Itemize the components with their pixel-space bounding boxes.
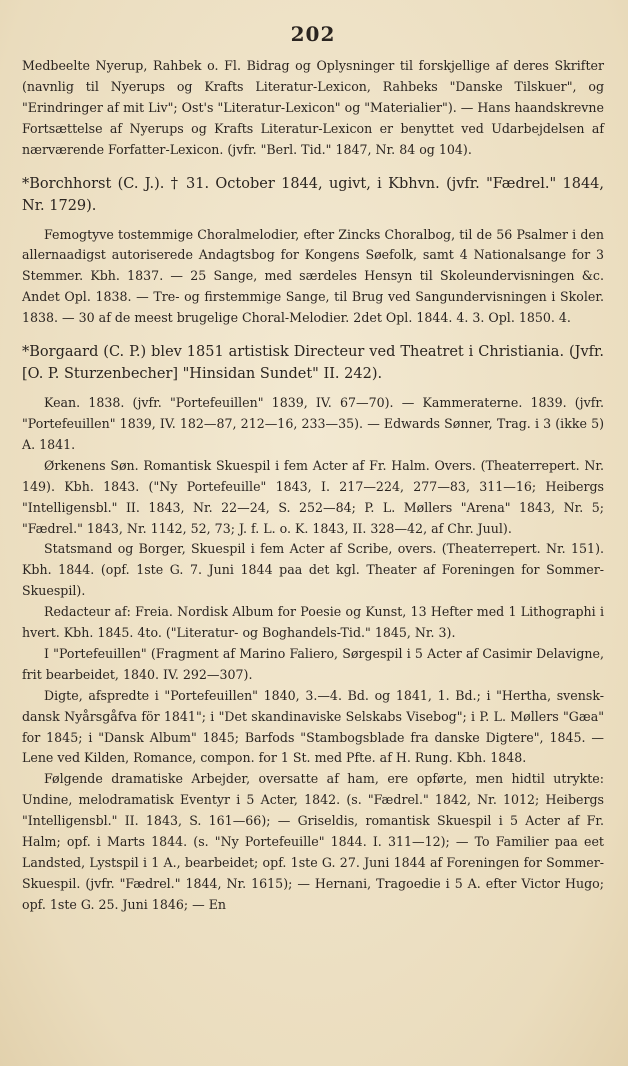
borgaard-entry: Digte, afspredte i "Portefeuillen" 1840, 3.—4. Bd. og 1841, 1. Bd.; i "Hertha, svensk-dansk Nyårsgåfva för 1841"; i "Det skandinaviske Selskabs Visebog"; i P. L. Møllers "Gæa" for 1845; i "Dansk Album" 1845; Barfods "Stambogsblade fra danske Digtere", 1845. — Lene ved Kilden, Romance, compon. for 1 St. med Pfte. af H. Rung. Kbh. 1848. <box>22 687 604 766</box>
spacer <box>22 329 604 341</box>
borchhorst-body: Femogtyve tostemmige Choralmelodier, efter Zincks Choralbog, til de 56 Psalmer i den allernaadigst autoriserede Andagtsbog for Kongens Søefolk, samt 4 Nationalsange for 3 Stemmer. Kbh. 1837. — 25 Sange, med særdeles Hensyn til Skoleundervisningen &c. Andet Opl. 1838. — Tre- og firstemmige Sange, til Brug ved Sangundervisningen i Skoler. 1838. — 30 af de meest brugelige Choral-Melodier. 2det Opl. 1844. 4. 3. Opl. 1850. 4. <box>22 226 604 326</box>
borgaard-entry: I "Portefeuillen" (Fragment af Marino Faliero, Sørgespil i 5 Acter af Casimir Delavigne, frit bearbeidet, 1840. IV. 292—307). <box>22 645 604 682</box>
borgaard-heading: *Borgaard (C. P.) blev 1851 artistisk Directeur ved Theatret i Christiania. (Jvfr. [O. P. Sturzenbecher] "Hinsidan Sundet" II. 242). <box>22 344 604 383</box>
borchhorst-heading: *Borchhorst (C. J.). † 31. October 1844, ugivt, i Kbhvn. (jvfr. "Fædrel." 1844, Nr. 1729). <box>22 175 604 214</box>
spacer <box>22 217 604 225</box>
spacer <box>22 385 604 393</box>
borgaard-entry: Redacteur af: Freia. Nordisk Album for Poesie og Kunst, 13 Hefter med 1 Lithographi i hvert. Kbh. 1845. 4to. ("Literatur- og Boghandels-Tid." 1845, Nr. 3). <box>22 604 604 641</box>
borgaard-entry: Følgende dramatiske Arbejder, oversatte af ham, ere opførte, men hidtil utrykte: Undine, melodramatisk Eventyr i 5 Acter, 1842. (s. "Fædrel." 1842, Nr. 1012; Heibergs "Intelligensbl." II. 1843, S. 161—66); — Griseldis, romantisk Skuespil i 5 Acter af Fr. Halm; opf. i Marts 1844. (s. "Ny Portefeuille" 1844. I. 311—12); — To Familier paa eet Landsted, Lystspil i 1 A., bearbeidet; opf. 1ste G. 27. Juni 1844 af Foreningen for Sommer-Skuespil. (jvfr. "Fædrel." 1844, Nr. 1615); — Hernani, Tragoedie i 5 A. efter Victor Hugo; opf. 1ste G. 25. Juni 1846; — En <box>22 771 604 912</box>
intro-paragraph: Medbeelte Nyerup, Rahbek o. Fl. Bidrag og Oplysninger til forskjellige af deres Skrifter (navnlig til Nyerups og Krafts Literatur-Lexicon, Rahbeks "Danske Tilskuer", og "Erindringer af mit Liv"; Ost's "Literatur-Lexicon" og "Materialier"). — Hans haandskrevne Fortsættelse af Nyerups og Krafts Literatur-Lexicon er benyttet ved Udarbejdelsen af nærværende Forfatter-Lexicon. (jvfr. "Berl. Tid." 1847, Nr. 84 og 104). <box>22 58 604 157</box>
borgaard-entry: Ørkenens Søn. Romantisk Skuespil i fem Acter af Fr. Halm. Overs. (Theaterrepert. Nr. 149). Kbh. 1843. ("Ny Portefeuille" 1843, I. 217—224, 277—83, 311—16; Heibergs "Intelligensbl." II. 1843, Nr. 22—24, S. 252—84; P. L. Møllers "Arena" 1843, Nr. 5; "Fædrel." 1843, Nr. 1142, 52, 73; J. f. L. o. K. 1843, II. 328—42, af Chr. Juul). <box>22 457 604 536</box>
borgaard-entry: Statsmand og Borger, Skuespil i fem Acter af Scribe, overs. (Theaterrepert. Nr. 151). Kbh. 1844. (opf. 1ste G. 7. Juni 1844 paa det kgl. Theater af Foreningen for Sommer-Skuespil). <box>22 541 604 599</box>
borgaard-entry: Kean. 1838. (jvfr. "Portefeuillen" 1839, IV. 67—70). — Kammeraterne. 1839. (jvfr. "Portefeuillen" 1839, IV. 182—87, 212—16, 233—35). — Edwards Sønner, Trag. i 3 (ikke 5) A. 1841. <box>22 395 604 452</box>
page-number: 202 <box>290 22 336 46</box>
spacer <box>22 161 604 173</box>
